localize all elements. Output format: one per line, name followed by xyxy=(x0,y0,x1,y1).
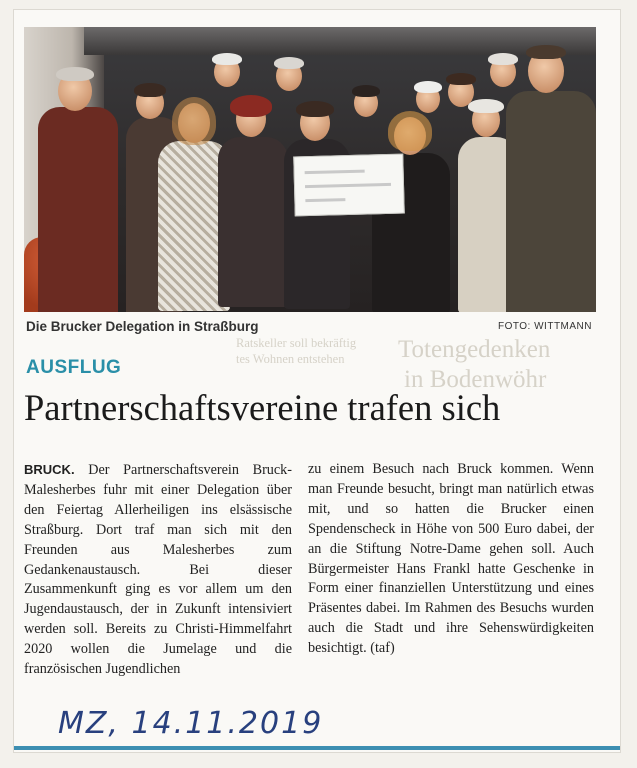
article-headline: Partnerschaftsvereine trafen sich xyxy=(24,387,501,428)
photo-caption-bar xyxy=(24,316,596,336)
photo-caption: Die Brucker Delegation in Straßburg xyxy=(26,319,259,334)
bleed-through-text: Ratskeller soll bekräftig xyxy=(236,336,357,350)
group-photo xyxy=(24,27,596,312)
article-body-col2: zu einem Besuch nach Bruck kommen. Wenn man Freunde besucht, bringt man natürlich etwas mit, und so hatten die Brucker einen Spendenscheck in Höhe von 500 Euro dabei, der an die Stiftung Notre-Dame gehen soll. Auch Bürgermeister Hans Frankl hatte Geschenke in Form einer finanziellen Unterstützung und eines Präsentes dabei. Im Rahmen des Besuchs wurden auch die Stadt und ihre Sehenswürdigkeiten besichtigt. (taf) xyxy=(308,461,594,657)
handwritten-source-note: MZ, 14.11.2019 xyxy=(58,706,324,741)
bottom-rule xyxy=(14,746,620,750)
article-body-col1: Der Partnerschaftsverein Bruck-Malesherbes fuhr mit einer Delegation über den Feiertag Allerheiligen ins elsässische Straßburg. Dort traf man sich mit den Freunden aus Malesherbes zum Gedankenaustausch. Bei dieser Zusammenkunft ging es vor allem um den Jugendaustausch, der in Zukunft intensiviert werden soll. Bereits zu Christi-Himmelfahrt 2020 wollen die Jumelage und die französischen Jugendlichen xyxy=(24,462,292,678)
bleed-through-text: tes Wohnen entstehen xyxy=(236,352,345,366)
article-column-1 xyxy=(24,460,292,680)
photo-credit: FOTO: WITTMANN xyxy=(497,321,592,332)
bleed-through-text: in Bodenwöhr xyxy=(404,366,547,393)
donation-cheque xyxy=(293,154,405,217)
article-dateline: BRUCK. xyxy=(24,462,75,477)
article-kicker: AUSFLUG xyxy=(26,357,122,378)
bleed-through-text: Totengedenken xyxy=(398,336,551,363)
article-column-2 xyxy=(308,460,594,659)
